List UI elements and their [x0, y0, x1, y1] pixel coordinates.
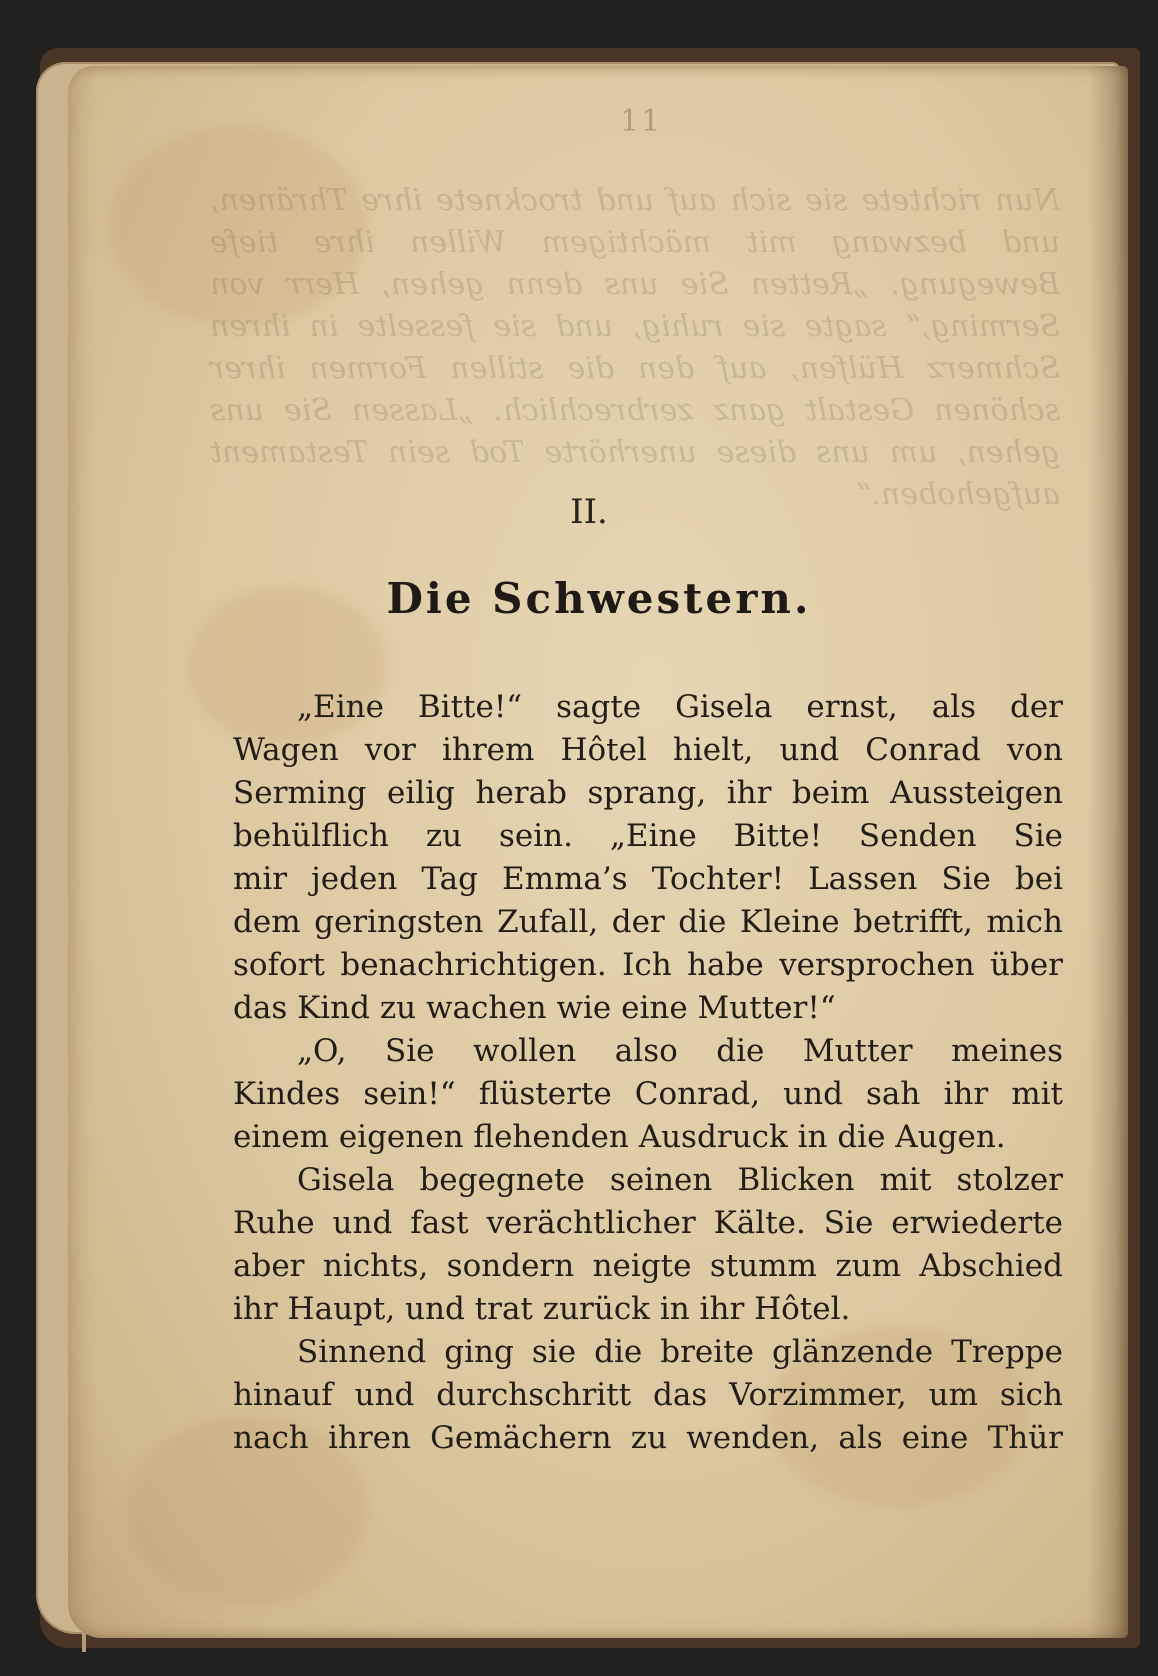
text-line: hinauf und durchschritt das Vorzimmer, um sich	[233, 1377, 1063, 1413]
text-line: aber nichts, sondern neigte stumm zum Abschied	[233, 1248, 1063, 1284]
body-text	[233, 686, 1063, 1460]
chapter-number: II.	[570, 492, 608, 532]
text-line: Wagen vor ihrem Hôtel hielt, und Conrad von	[233, 732, 1063, 768]
bleed-through-text: Nun richtete sie sich auf und trocknete ihre Thränen, und bezwang mit mächtigem Willen ihre tiefe Bewegung. „Retten Sie uns denn gehen, Herr von Serming,“ sagte sie ruhig, und sie fesselte in ihren Schmerz Hülfen, auf den die stillen Formen ihrer schönen Gestalt ganz zerbrechlich. „Lassen Sie uns gehen, um uns diese unerhörte Tod sein Testament aufgehoben.“	[210, 183, 1060, 512]
text-line: Ruhe und fast verächtlicher Kälte. Sie erwiederte	[233, 1205, 1063, 1241]
page-number: 11	[620, 104, 663, 139]
text-line: „O, Sie wollen also die Mutter meines	[297, 1033, 1063, 1069]
text-line: Serming eilig herab sprang, ihr beim Aussteigen	[233, 775, 1063, 811]
text-line: Sinnend ging sie die breite glänzende Treppe	[297, 1334, 1063, 1370]
text-line: ihr Haupt, und trat zurück in ihr Hôtel.	[233, 1291, 851, 1327]
text-line: sofort benachrichtigen. Ich habe versprochen über	[233, 947, 1063, 983]
text-line: dem geringsten Zufall, der die Kleine betrifft, mich	[233, 904, 1063, 940]
spine-shadow	[1088, 66, 1128, 1638]
chapter-title: Die Schwestern.	[386, 574, 812, 623]
text-line: behülflich zu sein. „Eine Bitte! Senden Sie	[233, 818, 1063, 854]
text-line: nach ihren Gemächern zu wenden, als eine Thür	[233, 1420, 1063, 1456]
text-line: Gisela begegnete seinen Blicken mit stolzer	[297, 1162, 1063, 1198]
text-line: mir jeden Tag Emma’s Tochter! Lassen Sie bei	[233, 861, 1063, 897]
text-line: „Eine Bitte!“ sagte Gisela ernst, als der	[297, 689, 1063, 725]
text-line: einem eigenen flehenden Ausdruck in die Augen.	[233, 1119, 1006, 1155]
text-line: das Kind zu wachen wie eine Mutter!“	[233, 990, 836, 1026]
text-line: Kindes sein!“ flüsterte Conrad, und sah ihr mit	[233, 1076, 1063, 1112]
